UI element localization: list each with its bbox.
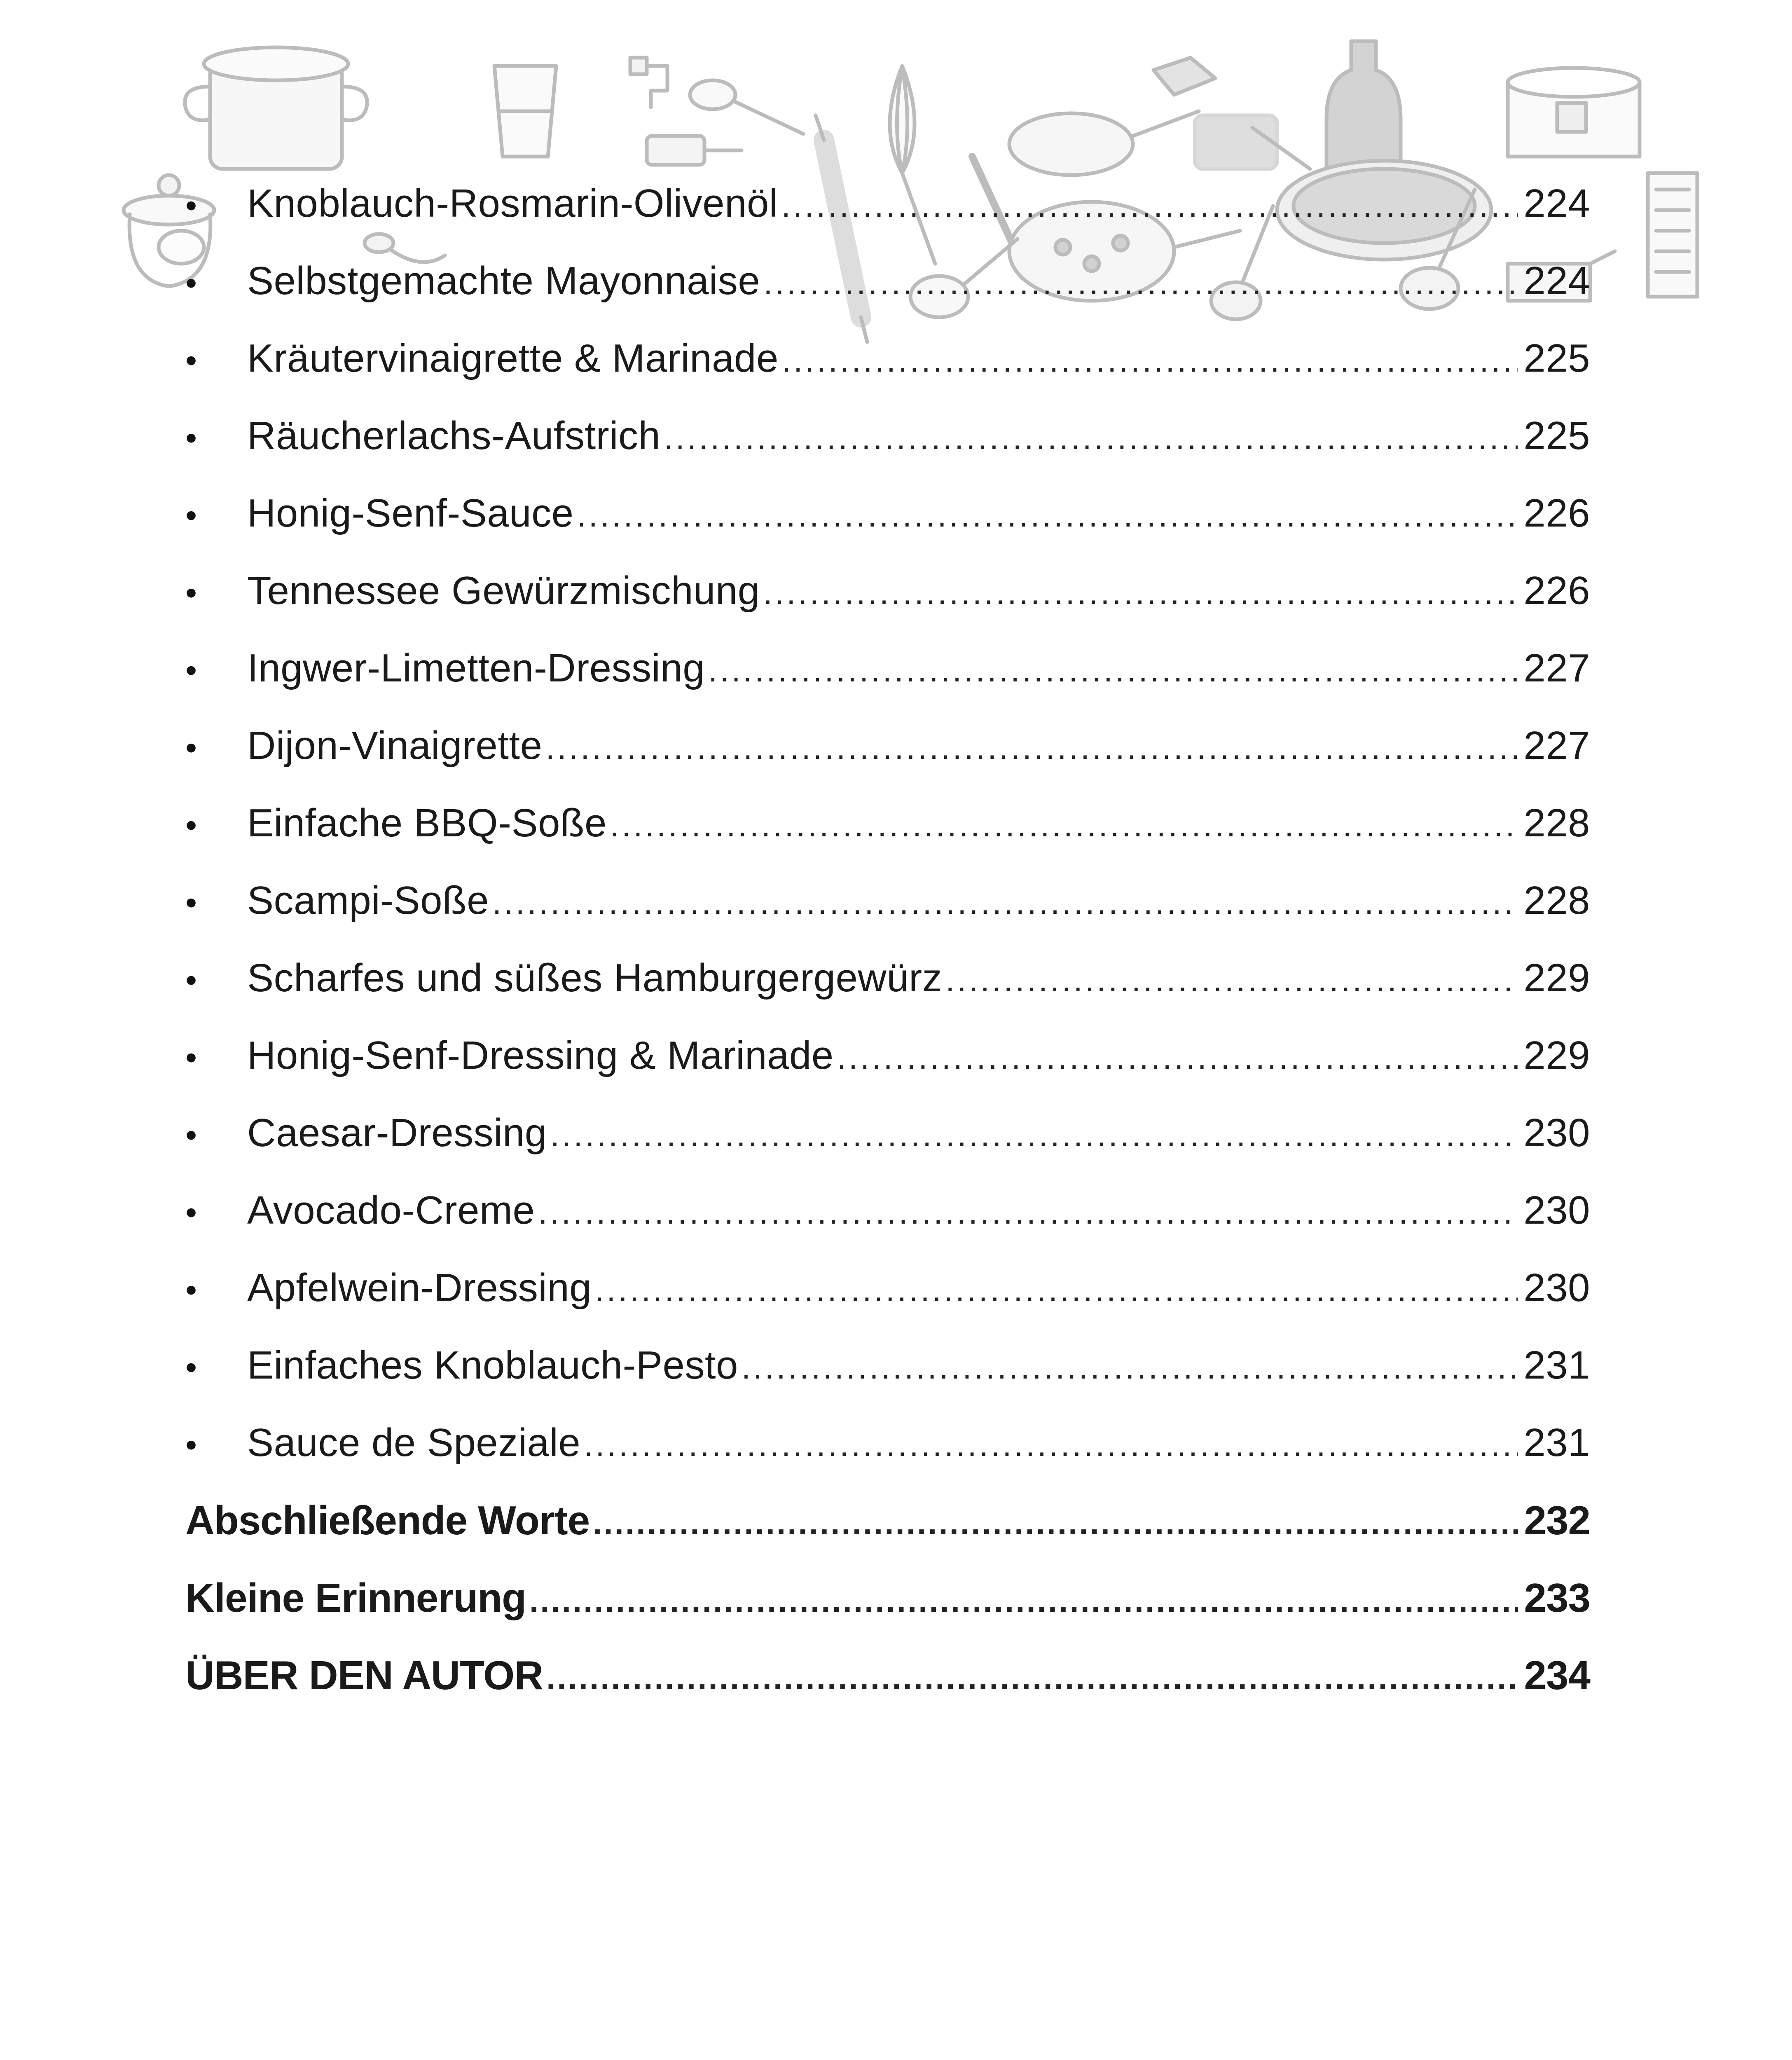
toc-entry[interactable] [185, 1172, 1590, 1249]
toc-entry[interactable] [185, 475, 1590, 552]
glass-icon [494, 66, 556, 157]
toc-entry-page: 227 [1523, 723, 1590, 768]
dot-leader [595, 1251, 1518, 1329]
dot-leader [664, 399, 1518, 477]
dot-leader [529, 1562, 1518, 1639]
toc-chapter-entry[interactable] [185, 1559, 1590, 1636]
toc-entry-page: 231 [1523, 1343, 1590, 1387]
toc-entry[interactable] [185, 784, 1590, 862]
dot-leader [593, 1484, 1518, 1562]
toc-entry-title: Einfache BBQ-Soße [247, 801, 607, 845]
dot-leader [763, 554, 1518, 632]
dot-leader [550, 1096, 1518, 1174]
bullet-icon: • [185, 729, 197, 766]
toc-entry[interactable] [185, 939, 1590, 1017]
bullet-icon: • [185, 1039, 197, 1076]
toc-entry-title: Avocado-Creme [247, 1188, 535, 1232]
bullet-icon: • [185, 265, 197, 301]
dot-leader [492, 864, 1518, 941]
toc-entry-page: 230 [1523, 1188, 1590, 1232]
bullet-icon: • [185, 1426, 197, 1463]
toc-entry[interactable] [185, 630, 1590, 707]
spoon-icon [690, 80, 803, 134]
dot-leader [584, 1406, 1518, 1484]
toc-entry[interactable] [185, 1249, 1590, 1327]
toc-entry-page: 231 [1523, 1421, 1590, 1465]
toc-entry-page: 224 [1523, 259, 1590, 303]
toc-entry-page: 230 [1523, 1111, 1590, 1155]
toc-entry-title: Knoblauch-Rosmarin-Olivenöl [247, 181, 778, 225]
dot-leader [610, 787, 1518, 864]
bottle-icon [1326, 41, 1401, 177]
dot-leader [742, 1329, 1518, 1406]
bullet-icon: • [185, 1349, 197, 1386]
dot-leader [577, 477, 1518, 554]
toc-entry-title: Honig-Senf-Dressing & Marinade [247, 1033, 834, 1077]
dot-leader [538, 1174, 1518, 1251]
dot-leader [782, 322, 1518, 399]
toc-entry-page: 228 [1523, 801, 1590, 845]
peeler-icon [647, 136, 742, 165]
toc-entry-page: 226 [1523, 569, 1590, 613]
toc-entry-title: Räucherlachs-Aufstrich [247, 414, 661, 458]
toc-entry[interactable] [185, 862, 1590, 939]
toc-entry-title: Tennessee Gewürzmischung [247, 569, 760, 613]
toc-entry-title: Scampi-Soße [247, 878, 489, 922]
toc-entry-page: 225 [1523, 336, 1590, 380]
toc-entry-page: 229 [1523, 1033, 1590, 1077]
toc-entry-page: 225 [1523, 414, 1590, 458]
toc-entry[interactable] [185, 165, 1590, 242]
bullet-icon: • [185, 419, 197, 456]
toc-entry-page: 224 [1523, 181, 1590, 225]
toc-chapter-title: ÜBER DEN AUTOR [185, 1653, 543, 1698]
toc-entry-page: 227 [1523, 646, 1590, 690]
bullet-icon: • [185, 1271, 197, 1308]
grater-icon [1648, 173, 1697, 297]
bullet-icon: • [185, 807, 197, 843]
toc-chapter-entry[interactable] [185, 1636, 1590, 1714]
toc-entry-title: Selbstgemachte Mayonnaise [247, 259, 760, 303]
toc-entry[interactable] [185, 552, 1590, 630]
toc-chapter-title: Abschließende Worte [185, 1498, 590, 1543]
bullet-icon: • [185, 187, 197, 224]
dot-leader [945, 941, 1518, 1019]
dot-leader [708, 632, 1518, 709]
toc-entry[interactable] [185, 1404, 1590, 1482]
toc-entry[interactable] [185, 397, 1590, 475]
toc-entry-page: 228 [1523, 878, 1590, 922]
toc-entry-title: Sauce de Speziale [247, 1421, 581, 1465]
dot-leader [781, 167, 1518, 244]
toc-entry-page: 226 [1523, 491, 1590, 535]
bullet-icon: • [185, 342, 197, 379]
bullet-icon: • [185, 652, 197, 688]
toc-entry-title: Ingwer-Limetten-Dressing [247, 646, 705, 690]
toc-entry-page: 229 [1523, 956, 1590, 1000]
toc-entry[interactable] [185, 1094, 1590, 1172]
bullet-icon: • [185, 962, 197, 998]
toc-entry[interactable] [185, 1327, 1590, 1404]
toc-entry-page: 230 [1523, 1266, 1590, 1310]
toc-entry-title: Caesar-Dressing [247, 1111, 547, 1155]
toc-chapter-page: 233 [1524, 1575, 1590, 1620]
toc-entry-title: Kräutervinaigrette & Marinade [247, 336, 779, 380]
toc-entry[interactable] [185, 242, 1590, 320]
bullet-icon: • [185, 497, 197, 534]
toc-chapter-page: 232 [1524, 1498, 1590, 1543]
bullet-icon: • [185, 884, 197, 921]
toc-entry[interactable] [185, 320, 1590, 397]
bullet-icon: • [185, 1194, 197, 1231]
toc-entry-title: Dijon-Vinaigrette [247, 723, 543, 768]
pot-icon [185, 47, 367, 169]
toc-chapter-page: 234 [1524, 1653, 1590, 1698]
toc-entry[interactable] [185, 1017, 1590, 1094]
tap-icon [630, 58, 667, 107]
table-of-contents [185, 165, 1590, 1714]
bullet-icon: • [185, 1117, 197, 1153]
toc-entry-title: Scharfes und süßes Hamburgergewürz [247, 956, 943, 1000]
toc-chapter-title: Kleine Erinnerung [185, 1575, 526, 1620]
dot-leader [546, 1639, 1518, 1717]
toc-entry-title: Apfelwein-Dressing [247, 1266, 592, 1310]
bullet-icon: • [185, 574, 197, 611]
toc-chapter-entry[interactable] [185, 1482, 1590, 1559]
toc-entry[interactable] [185, 707, 1590, 784]
toc-entry-title: Honig-Senf-Sauce [247, 491, 574, 535]
dot-leader [763, 244, 1518, 322]
cake-ring-icon [1508, 68, 1640, 157]
dot-leader [545, 709, 1518, 787]
dot-leader [837, 1019, 1518, 1096]
toc-entry-title: Einfaches Knoblauch-Pesto [247, 1343, 738, 1387]
